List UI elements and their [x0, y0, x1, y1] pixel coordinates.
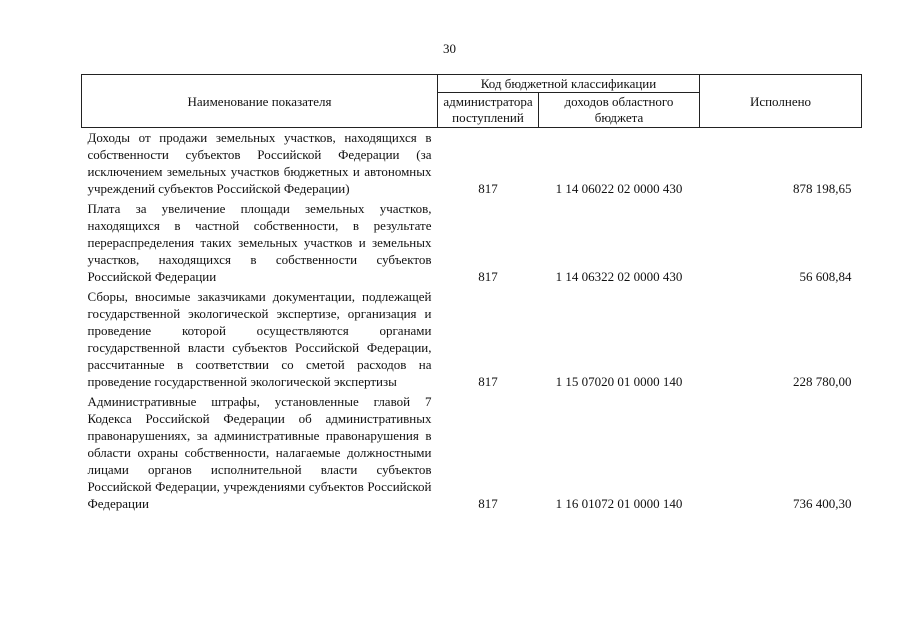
table-row [82, 392, 862, 514]
row-administrator: 817 [478, 181, 498, 196]
row-executed: 228 780,00 [793, 374, 852, 389]
header-income: доходов областного бюджета [539, 93, 700, 128]
header-administrator: администратора поступлений [438, 93, 539, 128]
row-executed: 878 198,65 [793, 181, 852, 196]
header-executed: Исполнено [700, 75, 862, 128]
row-name: Административные штрафы, установленные главой 7 Кодекса Российской Федерации об административных правонарушениях, за административные правонарушения в области охраны собственности, налагаемые должностными лицами органов исполнительной власти субъектов Российской Федерации, учреждениями субъектов Российской Федерации [87, 394, 432, 511]
row-administrator: 817 [478, 374, 498, 389]
budget-table [81, 74, 862, 514]
row-administrator: 817 [478, 269, 498, 284]
row-code: 1 16 01072 01 0000 140 [555, 496, 683, 511]
table-header [82, 75, 862, 128]
row-code: 1 14 06322 02 0000 430 [555, 269, 683, 284]
page-number: 30 [443, 41, 456, 56]
row-executed: 56 608,84 [799, 269, 852, 284]
table-row [82, 128, 862, 200]
row-name: Доходы от продажи земельных участков, находящихся в собственности субъектов Российской Федерации (за исключением земельных участков бюджетных и автономных учреждений субъектов Российской Федерации) [87, 130, 432, 196]
row-executed: 736 400,30 [793, 496, 852, 511]
row-name: Плата за увеличение площади земельных участков, находящихся в частной собственности, в результате перераспределения таких земельных участков и земельных участков, находящихся в собственности субъектов Российской Федерации [87, 201, 432, 284]
header-name: Наименование показателя [82, 75, 438, 128]
table-row [82, 287, 862, 392]
table-body [82, 128, 862, 515]
row-code: 1 14 06022 02 0000 430 [555, 181, 683, 196]
row-administrator: 817 [478, 496, 498, 511]
header-code-group: Код бюджетной классификации [438, 75, 700, 93]
table-row [82, 199, 862, 287]
row-code: 1 15 07020 01 0000 140 [555, 374, 683, 389]
row-name: Сборы, вносимые заказчиками документации, подлежащей государственной экологической экспертизе, организация и проведение которой осуществляются органами государственной власти субъектов Российской Федерации, рассчитанные в соответствии со сметой расходов на проведение государственной экологической экспертизы [87, 289, 432, 389]
